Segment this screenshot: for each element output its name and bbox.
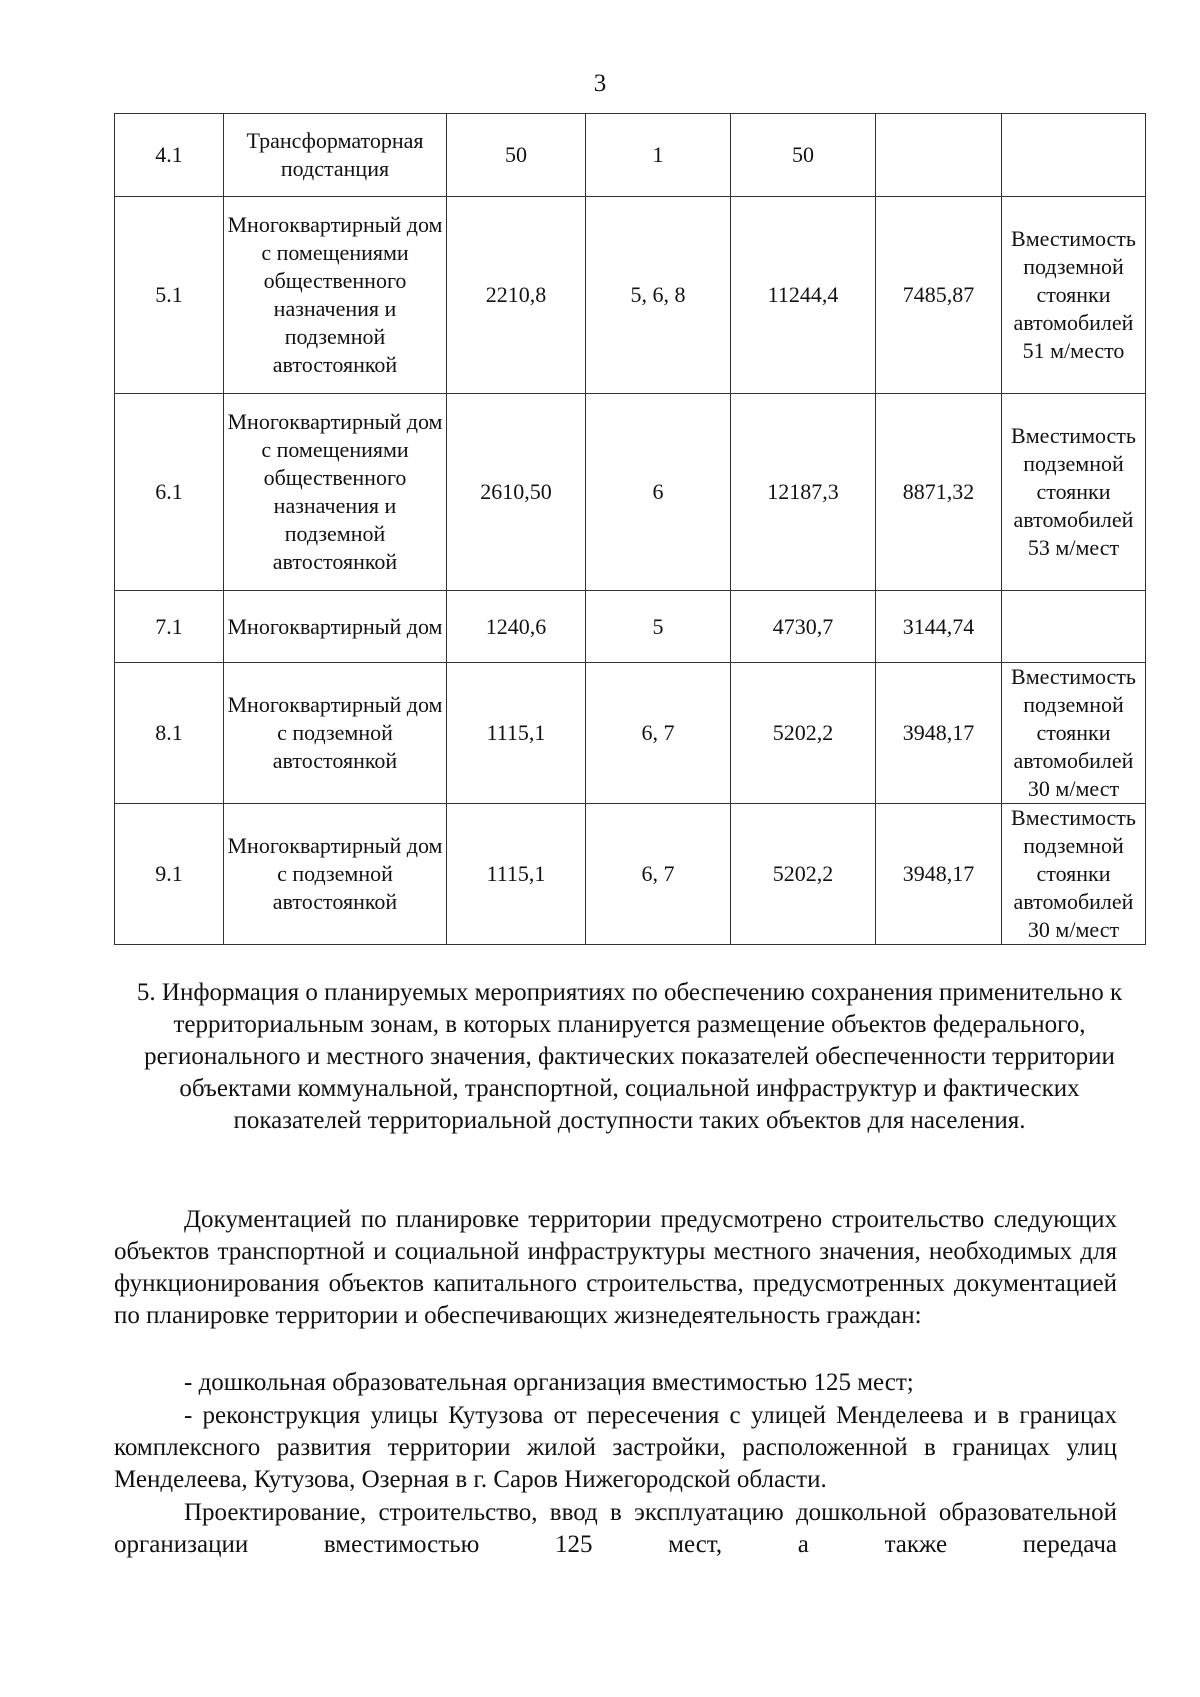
cell-floors: 6: [586, 394, 731, 591]
cell-note: [1002, 114, 1146, 197]
cell-living-area: 8871,32: [876, 394, 1002, 591]
cell-living-area: 3948,17: [876, 663, 1002, 804]
cell-building-area: 1115,1: [447, 804, 586, 945]
cell-living-area: [876, 114, 1002, 197]
cell-building-area: 50: [447, 114, 586, 197]
cell-building-area: 2610,50: [447, 394, 586, 591]
cell-note: Вместимость подземной стоянки автомобилей 51 м/место: [1002, 197, 1146, 394]
cell-building-area: 1240,6: [447, 591, 586, 663]
cell-total-area: 5202,2: [731, 663, 876, 804]
cell-living-area: 7485,87: [876, 197, 1002, 394]
cell-total-area: 12187,3: [731, 394, 876, 591]
cell-note: Вместимость подземной стоянки автомобилей 53 м/мест: [1002, 394, 1146, 591]
objects-table: [114, 113, 1146, 945]
cell-object-type: Многоквартирный дом с подземной автостоянкой: [224, 663, 447, 804]
cell-floors: 5, 6, 8: [586, 197, 731, 394]
section-heading: 5. Информация о планируемых мероприятиях по обеспечению сохранения применительно к территориальным зонам, в которых планируется размещение объектов федерального, регионального и местного значения, фактических показателей обеспеченности территории объектами коммунальной, транспортной, социальной инфраструктур и фактических показателей территориальной доступности таких объектов для населения.: [136, 979, 1123, 1134]
cell-total-area: 50: [731, 114, 876, 197]
cell-number: 6.1: [115, 394, 224, 591]
list-item: - реконструкция улицы Кутузова от пересечения с улицей Менделеева и в границах комплексного развития территории жилой застройки, расположенной в границах улиц Менделеева, Кутузова, Озерная в г. Саров Нижегородской области.: [114, 1402, 1117, 1493]
cell-number: 5.1: [115, 197, 224, 394]
cell-number: 7.1: [115, 591, 224, 663]
cell-object-type: Многоквартирный дом с подземной автостоянкой: [224, 804, 447, 945]
table-row: [115, 114, 1146, 197]
table-row: [115, 197, 1146, 394]
list-item: - дошкольная образовательная организация вместимостью 125 мест;: [184, 1369, 914, 1396]
cell-living-area: 3144,74: [876, 591, 1002, 663]
cell-total-area: 4730,7: [731, 591, 876, 663]
page-number: 3: [593, 70, 607, 97]
table-row: [115, 394, 1146, 591]
cell-number: 8.1: [115, 663, 224, 804]
cell-total-area: 11244,4: [731, 197, 876, 394]
cell-floors: 6, 7: [586, 804, 731, 945]
body-paragraph: Документацией по планировке территории предусмотрено строительство следующих объектов транспортной и социальной инфраструктуры местного значения, необходимых для функционирования объектов капитального строительства, предусмотренных документацией по планировке территории и обеспечивающих жизнедеятельность граждан:: [114, 1206, 1117, 1329]
cell-object-type: Многоквартирный дом: [224, 591, 447, 663]
cell-note: Вместимость подземной стоянки автомобилей 30 м/мест: [1002, 804, 1146, 945]
cell-building-area: 2210,8: [447, 197, 586, 394]
cell-floors: 1: [586, 114, 731, 197]
cell-object-type: Многоквартирный дом с помещениями общественного назначения и подземной автостоянкой: [224, 197, 447, 394]
body-paragraph: Проектирование, строительство, ввод в эксплуатацию дошкольной образовательной организации вместимостью 125 мест, а также передача: [114, 1499, 1117, 1558]
cell-note: [1002, 591, 1146, 663]
cell-number: 4.1: [115, 114, 224, 197]
table-row: [115, 663, 1146, 804]
cell-building-area: 1115,1: [447, 663, 586, 804]
cell-floors: 6, 7: [586, 663, 731, 804]
table-row: [115, 591, 1146, 663]
cell-note: Вместимость подземной стоянки автомобилей 30 м/мест: [1002, 663, 1146, 804]
cell-floors: 5: [586, 591, 731, 663]
cell-object-type: Многоквартирный дом с помещениями общественного назначения и подземной автостоянкой: [224, 394, 447, 591]
cell-total-area: 5202,2: [731, 804, 876, 945]
cell-living-area: 3948,17: [876, 804, 1002, 945]
table-row: [115, 804, 1146, 945]
cell-object-type: Трансформаторная подстанция: [224, 114, 447, 197]
cell-number: 9.1: [115, 804, 224, 945]
